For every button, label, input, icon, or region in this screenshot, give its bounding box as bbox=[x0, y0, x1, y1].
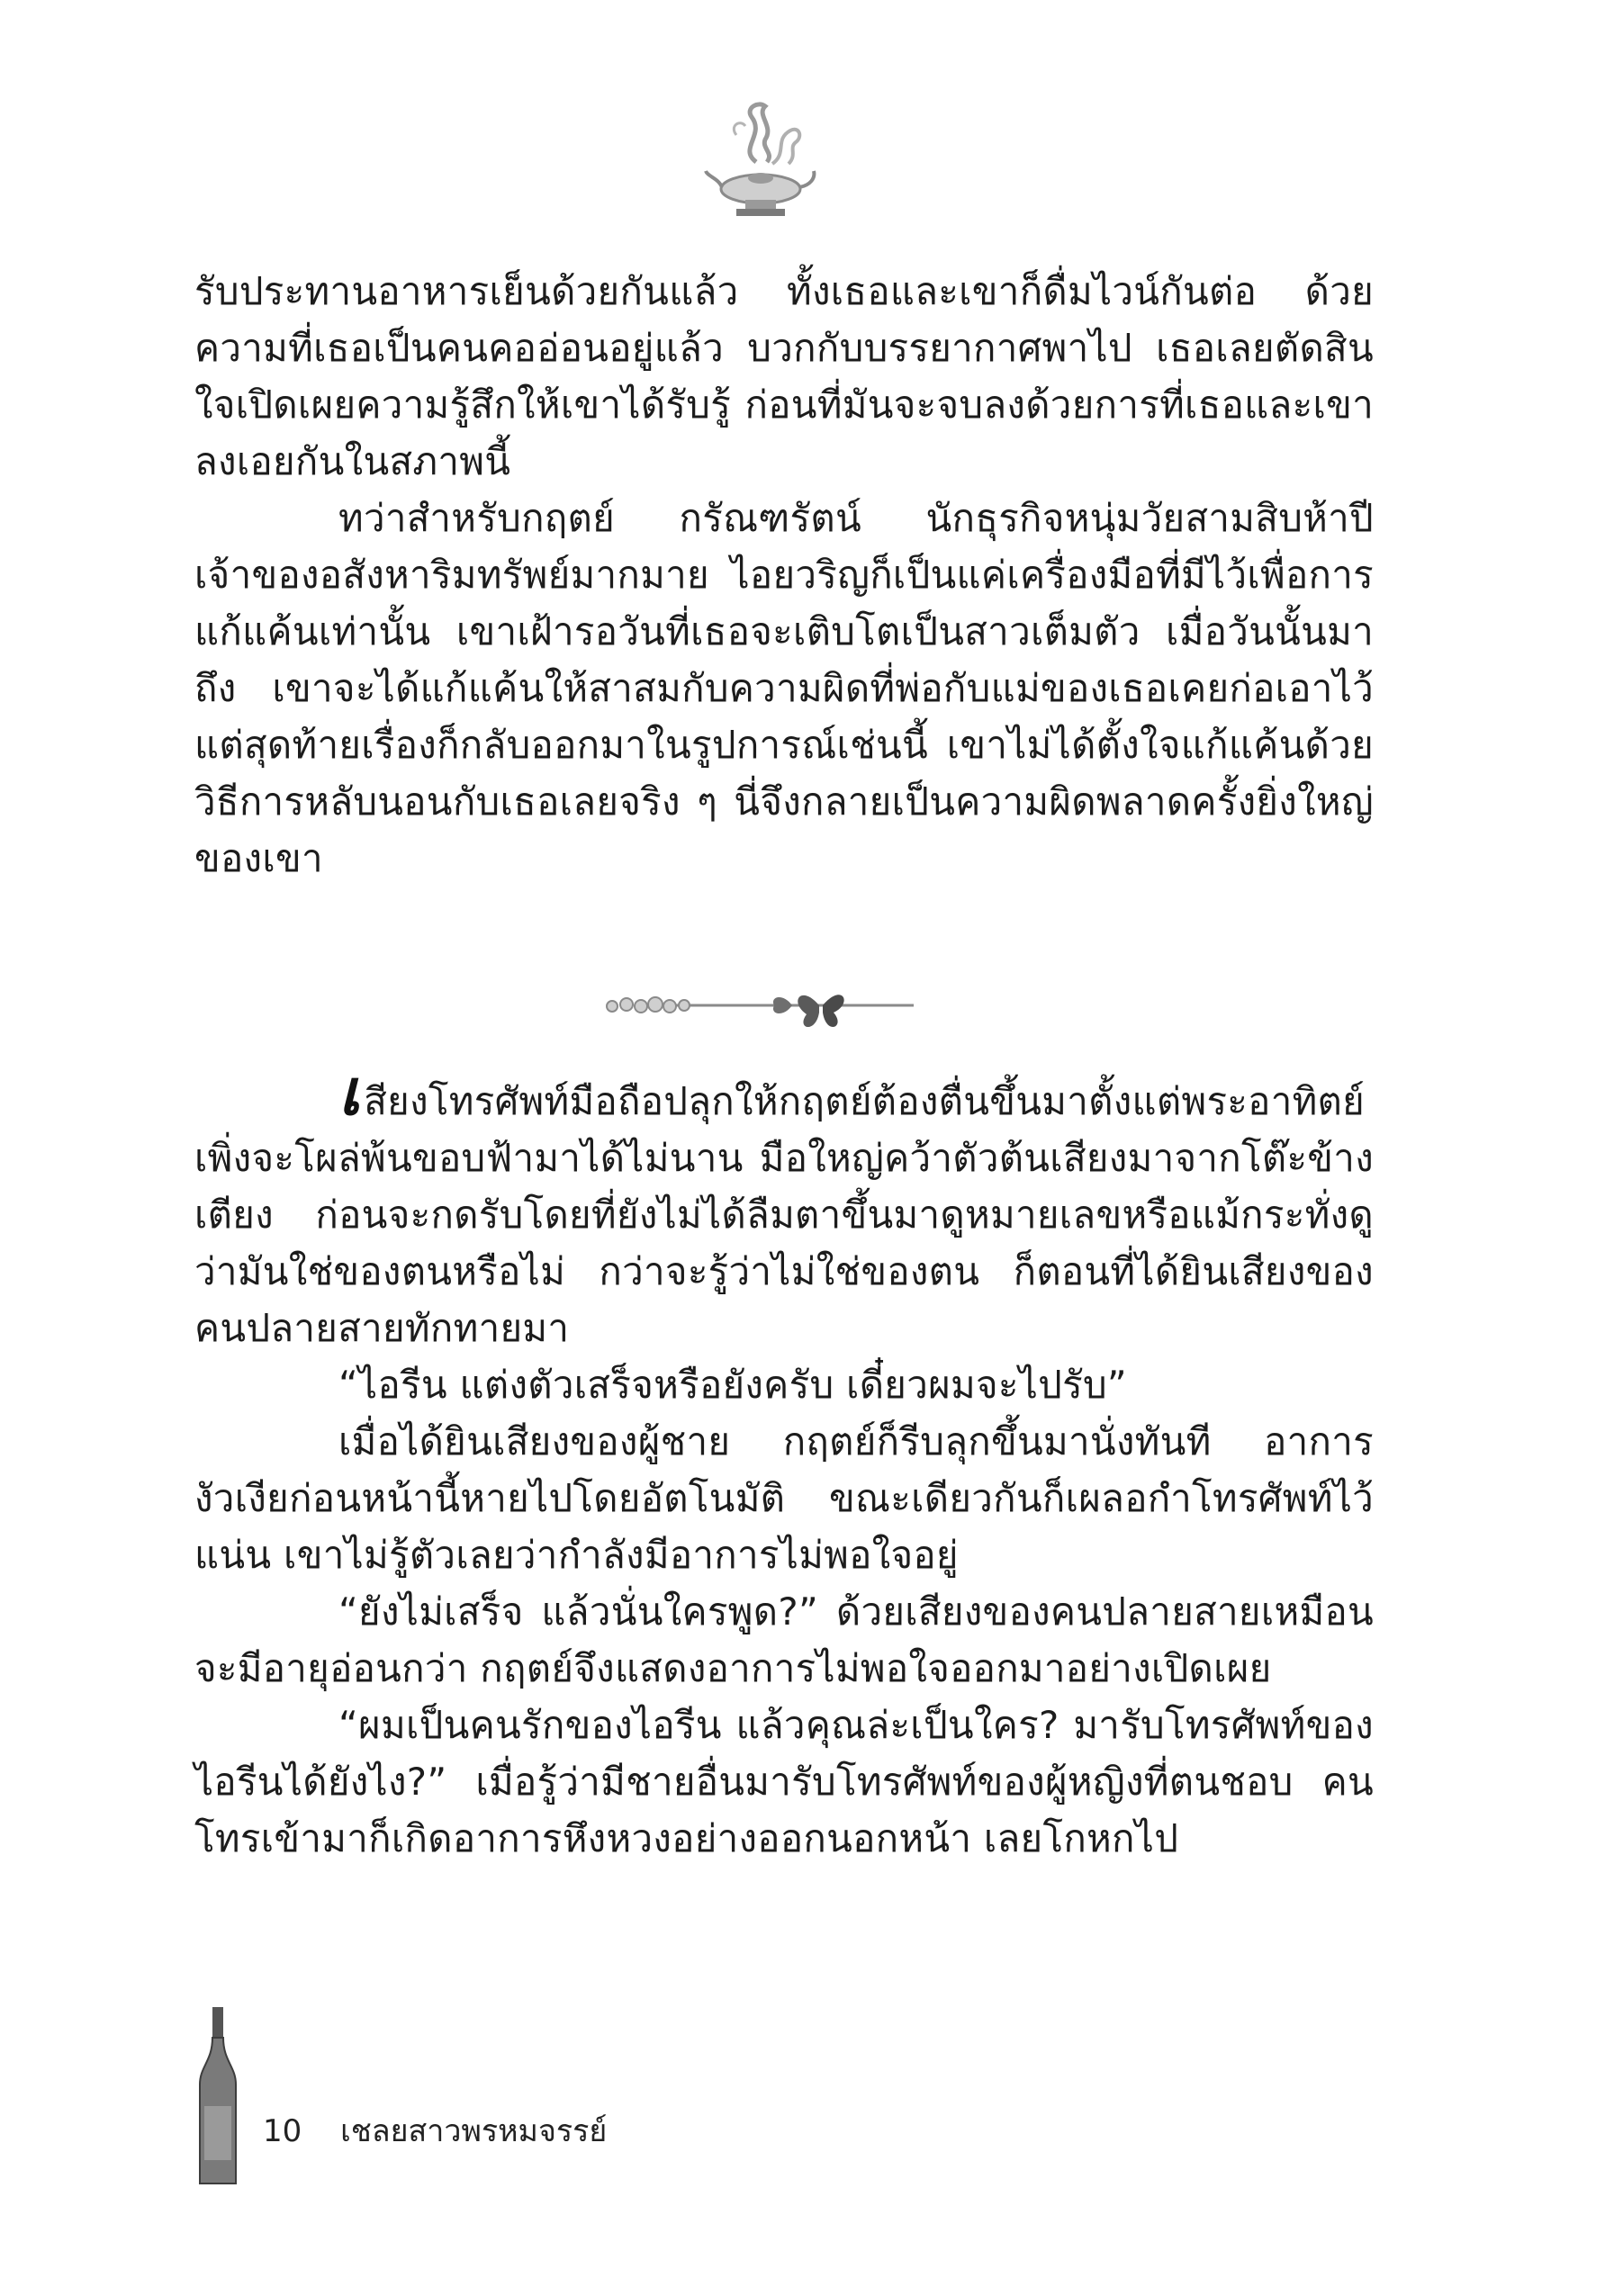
wine-bottle-icon bbox=[196, 2007, 239, 2187]
book-title: เชลยสาวพรหมจรรย์ bbox=[340, 2113, 608, 2149]
paragraph-text: สียงโทรศัพท์มือถือปลุกให้กฤตย์ต้องตื่นขึ้นมาตั้งแต่พระอาทิตย์เพิ่งจะโผล่พ้นขอบฟ้ามาได้ไม่นาน มือใหญ่คว้าตัวต้นเสียงมาจากโต๊ะข้างเตียง ก่อนจะกดรับโดยที่ยังไม่ได้ลืมตาขึ้นมาดูหมายเลขหรือแม้กระทั่งดูว่ามันใช่ของตนหรือไม่ กว่าจะรู้ว่าไม่ใช่ของตน ก็ตอนที่ได้ยินเสียงของคนปลายสายทักทายมา bbox=[194, 1079, 1374, 1350]
flower-butterfly-divider-icon bbox=[603, 977, 927, 1040]
paragraph: ทว่าสำหรับกฤตย์ กรัณฑรัตน์ นักธุรกิจหนุ่มวัยสามสิบห้าปี เจ้าของอสังหาริมทรัพย์มากมาย ไอยวริญก็เป็นแค่เครื่องมือที่มีไว้เพื่อการแก้แค้นเท่านั้น เขาเฝ้ารอวันที่เธอจะเติบโตเป็นสาวเต็มตัว เมื่อวันนั้นมาถึง เขาจะได้แก้แค้นให้สาสมกับความผิดที่พ่อกับแม่ของเธอเคยก่อเอาไว้ แต่สุดท้ายเรื่องก็กลับออกมาในรูปการณ์เช่นนี้ เขาไม่ได้ตั้งใจแก้แค้นด้วยวิธีการหลับนอนกับเธอเลยจริง ๆ นี่จึงกลายเป็นความผิดพลาดครั้งยิ่งใหญ่ของเขา bbox=[194, 496, 1374, 880]
text-block-1 bbox=[194, 263, 1374, 887]
drop-cap: เ bbox=[338, 1055, 361, 1130]
text-block-2 bbox=[194, 1055, 1374, 1867]
page-footer bbox=[263, 2106, 607, 2155]
page-number: 10 bbox=[263, 2113, 302, 2149]
paragraph: เมื่อได้ยินเสียงของผู้ชาย กฤตย์ก็รีบลุกขึ้นมานั่งทันที อาการงัวเงียก่อนหน้านี้หายไปโดยอัตโนมัติ ขณะเดียวกันก็เผลอกำโทรศัพท์ไว้แน่น เขาไม่รู้ตัวเลยว่ากำลังมีอาการไม่พอใจอยู่ bbox=[194, 1419, 1374, 1577]
paragraph: “ไอรีน แต่งตัวเสร็จหรือยังครับ เดี๋ยวผมจะไปรับ” bbox=[338, 1363, 1127, 1407]
paragraph bbox=[194, 1055, 1374, 1356]
teapot-steam-ornament-icon bbox=[702, 99, 819, 234]
paragraph: รับประทานอาหารเย็นด้วยกันแล้ว ทั้งเธอและเขาก็ดื่มไวน์กันต่อ ด้วยความที่เธอเป็นคนคออ่อนอยู่แล้ว บวกกับบรรยากาศพาไป เธอเลยตัดสินใจเปิดเผยความรู้สึกให้เขาได้รับรู้ ก่อนที่มันจะจบลงด้วยการที่เธอและเขาลงเอยกันในสภาพนี้ bbox=[194, 269, 1374, 483]
paragraph: “ผมเป็นคนรักของไอรีน แล้วคุณล่ะเป็นใคร? มารับโทรศัพท์ของไอรีนได้ยังไง?” เมื่อรู้ว่ามีชายอื่นมารับโทรศัพท์ของผู้หญิงที่ตนชอบ คนโทรเข้ามาก็เกิดอาการหึงหวงอย่างออกนอกหน้า เลยโกหกไป bbox=[194, 1703, 1374, 1860]
paragraph: “ยังไม่เสร็จ แล้วนั่นใครพูด?” ด้วยเสียงของคนปลายสายเหมือนจะมีอายุอ่อนกว่า กฤตย์จึงแสดงอาการไม่พอใจออกมาอย่างเปิดเผย bbox=[194, 1589, 1374, 1690]
